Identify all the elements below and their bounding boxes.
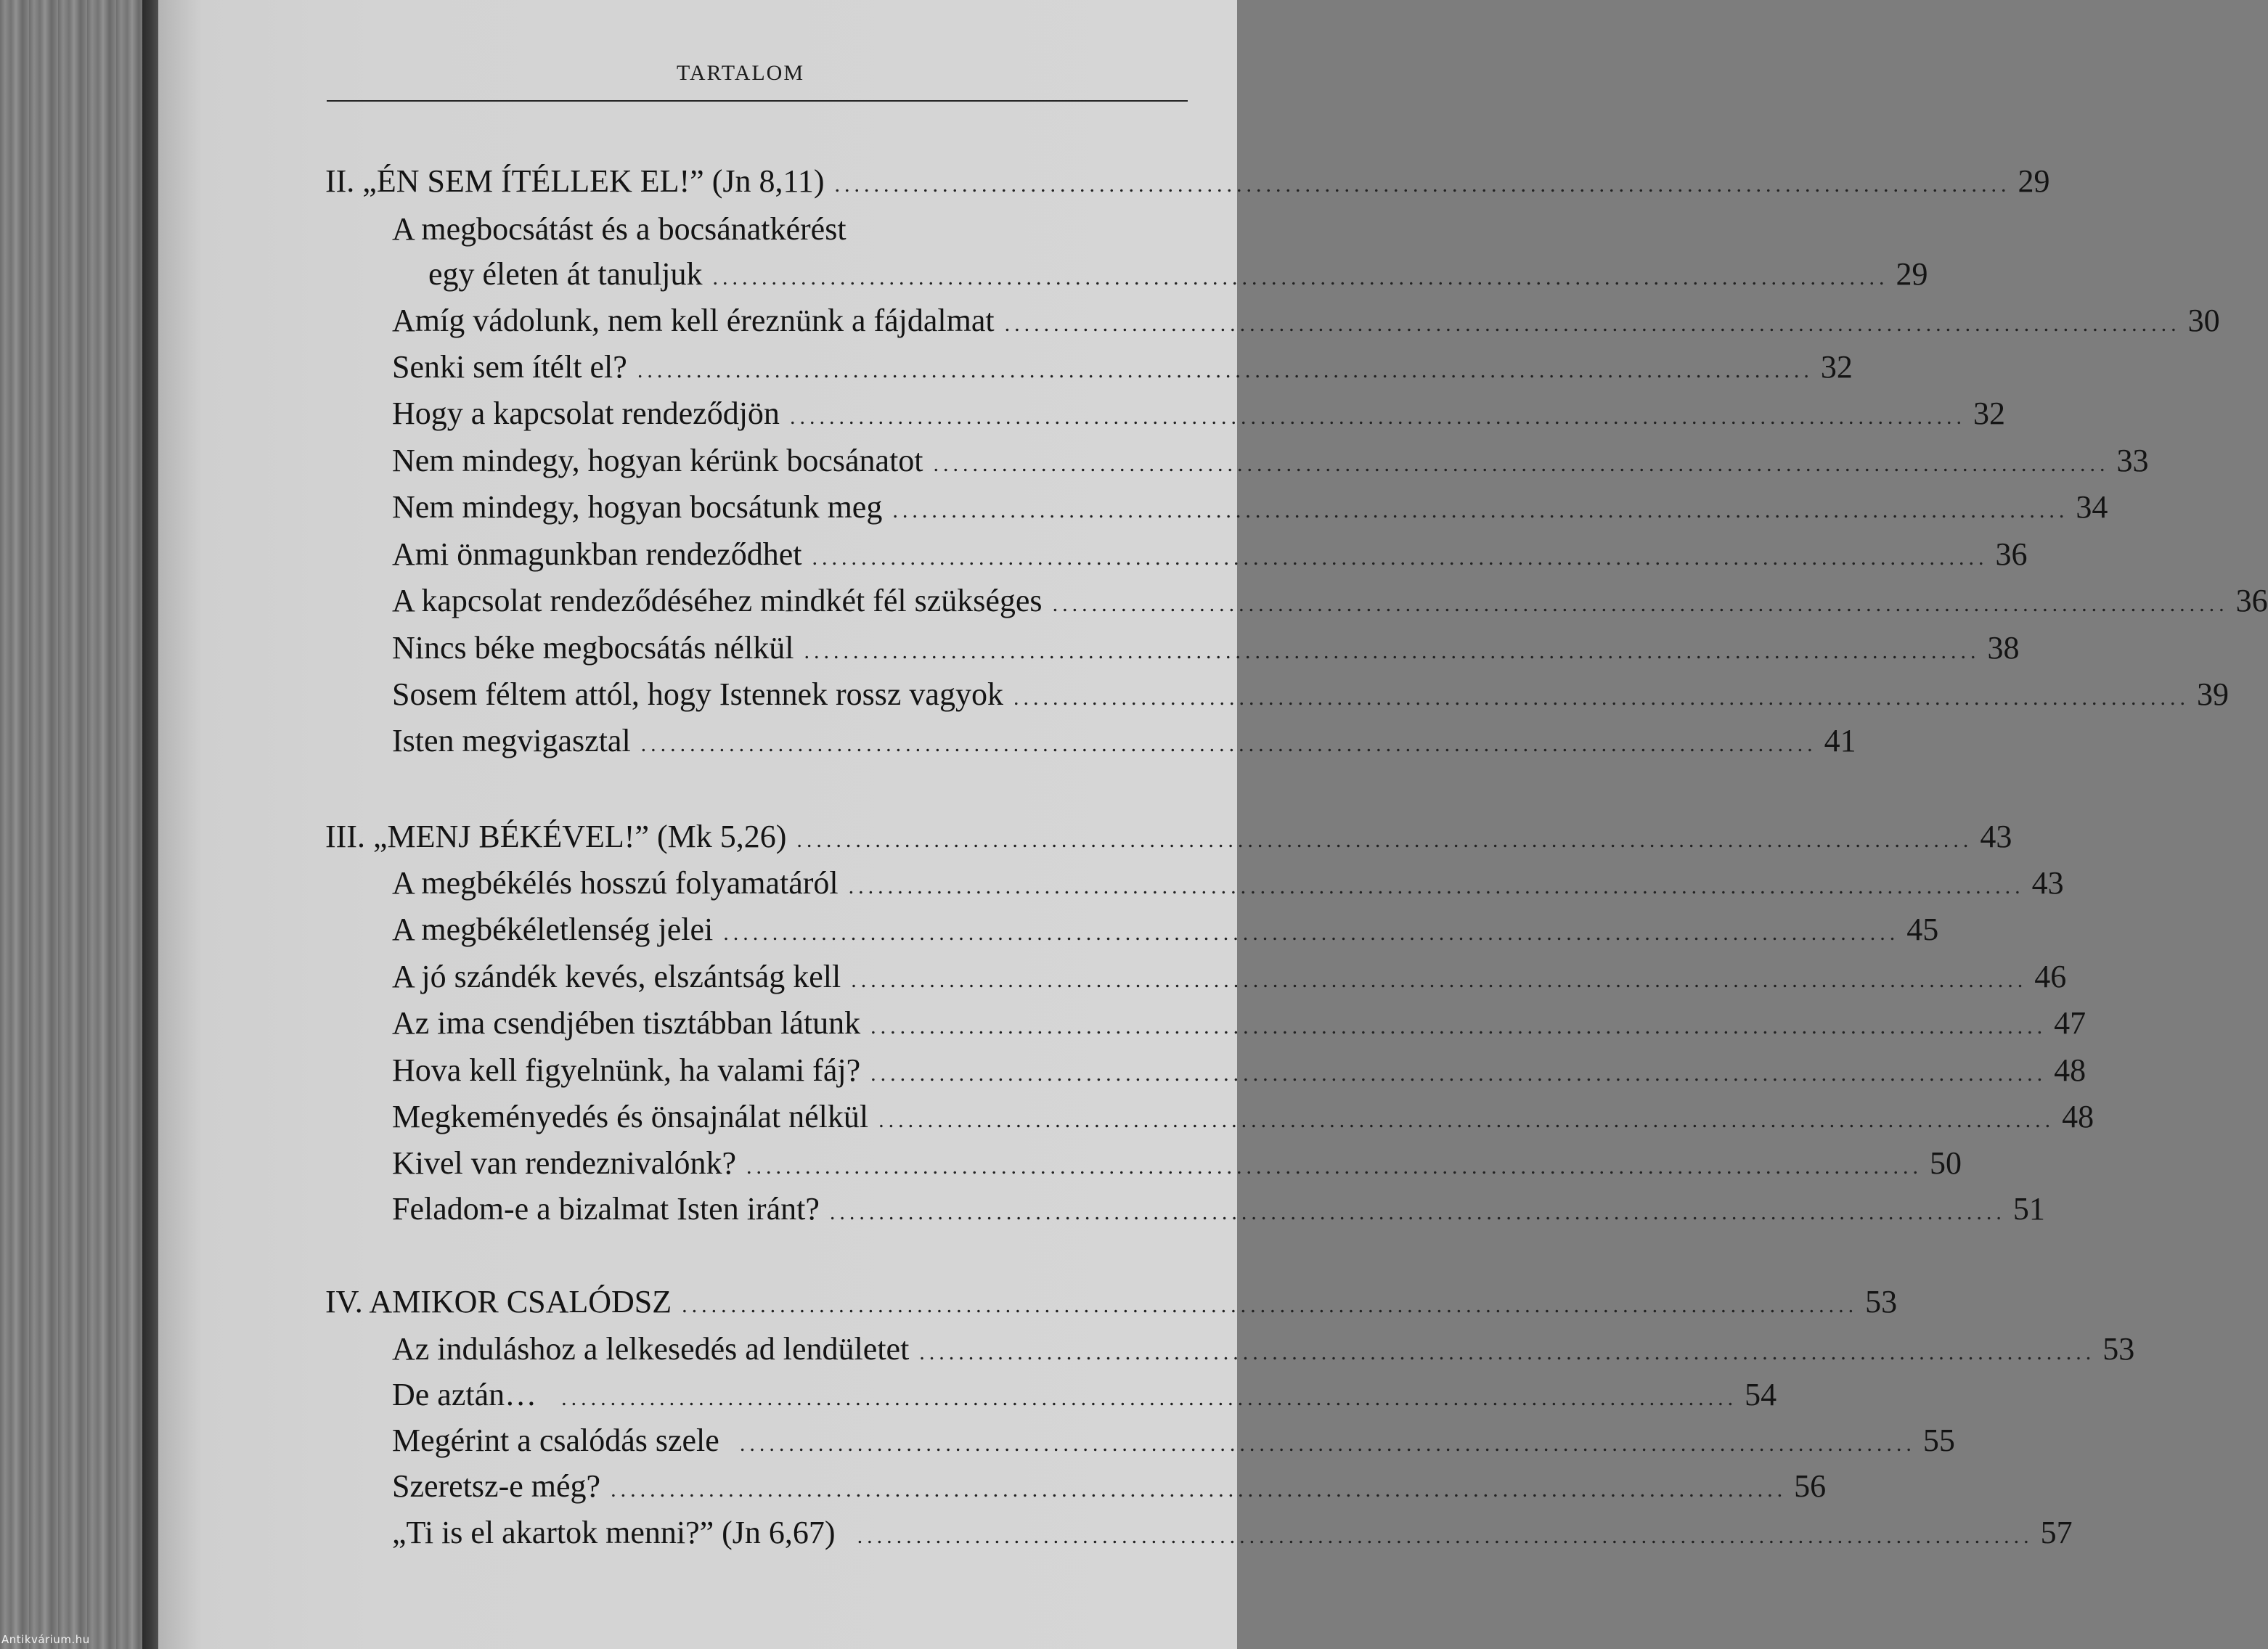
toc-entry-title: Nincs béke megbocsátás nélkül — [392, 630, 794, 666]
toc-entry-title: Ami önmagunkban rendeződhet — [392, 536, 802, 572]
toc-entry — [392, 1003, 2087, 1044]
toc-page-number: 47 — [2054, 1005, 2087, 1041]
toc-entry — [392, 1329, 2135, 1370]
dot-leader: ........................................................................................................................ — [848, 875, 2025, 899]
dot-leader: ........................................................................................................................ — [1004, 312, 2181, 336]
toc-page-number: 29 — [2018, 163, 2050, 199]
toc-entry — [392, 441, 2149, 481]
toc-page-number: 48 — [2054, 1052, 2087, 1088]
toc-page-number: 55 — [1922, 1423, 1955, 1458]
toc-entry-title: Hogy a kapcsolat rendeződjön — [392, 396, 780, 431]
toc-page-number: 43 — [1980, 819, 2012, 854]
toc-section-title: II. „ÉN SEM ÍTÉLLEK EL!” (Jn 8,11) — [325, 163, 825, 199]
toc-entry-title: Kivel van rendeznivalónk? — [392, 1145, 737, 1181]
toc-entry — [392, 628, 2020, 668]
toc-page-number: 50 — [1930, 1145, 1962, 1181]
toc-page-number: 36 — [2235, 583, 2268, 618]
toc-section-heading — [325, 161, 2050, 202]
toc-entry — [392, 863, 2064, 904]
toc-section-title: IV. AMIKOR CSALÓDSZ — [325, 1284, 672, 1319]
toc-entry-title: Sosem féltem attól, hogy Istennek rossz vagyok — [392, 676, 1003, 712]
dot-leader: ........................................................................................................................ — [611, 1478, 1787, 1502]
toc-entry — [392, 909, 1939, 950]
dot-leader: ........................................................................................................................ — [804, 639, 1981, 663]
dot-leader: ........................................................................................................................ — [682, 1293, 1859, 1317]
dot-leader: ........................................................................................................................ — [637, 359, 1814, 382]
dot-leader: ........................................................................................................................ — [878, 1108, 2055, 1132]
toc-page-number: 54 — [1745, 1377, 1777, 1412]
dot-leader: ........................................................................................................................ — [857, 1524, 2034, 1548]
toc-entry-title: egy életen át tanuljuk — [428, 256, 703, 292]
toc-entry-title-line1: A megbocsátást és a bocsánatkérést — [392, 211, 847, 247]
toc-entry — [392, 1050, 2087, 1091]
toc-page-number: 36 — [1995, 536, 2028, 572]
toc-entry — [392, 1375, 1777, 1415]
dot-leader: ........................................................................................................................ — [834, 173, 2011, 197]
dot-leader: ........................................................................................................................ — [712, 266, 1889, 290]
dot-leader: ........................................................................................................................ — [829, 1200, 2006, 1224]
toc-entry-title: Nem mindegy, hogyan kérünk bocsánatot — [392, 443, 923, 478]
toc-page-number: 41 — [1824, 723, 1856, 758]
toc-page-number: 34 — [2076, 489, 2108, 525]
dot-leader: ........................................................................................................................ — [1013, 686, 2190, 710]
toc-entry — [392, 300, 2220, 341]
toc-entry-title: Isten megvigasztal — [392, 723, 631, 758]
toc-entry — [392, 1097, 2094, 1137]
toc-entry-title: Megérint a csalódás szele — [392, 1423, 719, 1458]
dot-leader: ........................................................................................................................ — [723, 921, 1900, 945]
dot-leader: ........................................................................................................................ — [746, 1155, 1923, 1179]
toc-section-title: III. „MENJ BÉKÉVEL!” (Mk 5,26) — [325, 819, 787, 854]
toc-entry-title: Hova kell figyelnünk, ha valami fáj? — [392, 1052, 861, 1088]
toc-entry-title: Amíg vádolunk, nem kell éreznünk a fájdalmat — [392, 303, 995, 338]
dot-leader: ........................................................................................................................ — [851, 968, 2028, 992]
dot-leader: ........................................................................................................................ — [870, 1015, 2047, 1039]
toc-entry — [392, 721, 1856, 761]
toc-entry-title: „Ti is el akartok menni?” (Jn 6,67) — [392, 1515, 836, 1550]
toc-entry — [392, 487, 2108, 528]
dot-leader: ........................................................................................................................ — [640, 732, 1817, 756]
watermark: Antikvárium.hu — [1, 1633, 90, 1646]
dot-leader: ........................................................................................................................ — [1052, 592, 2229, 616]
running-head: TARTALOM — [676, 61, 805, 85]
toc-page-number: 32 — [1973, 396, 2005, 431]
toc-section-heading — [325, 817, 2012, 857]
toc-entry — [392, 1189, 2045, 1229]
dot-leader: ........................................................................................................................ — [789, 405, 1966, 429]
toc-entry — [392, 347, 1853, 388]
toc-page-number: 48 — [2062, 1099, 2094, 1134]
toc-entry — [392, 393, 2005, 434]
toc-page-number: 46 — [2034, 959, 2067, 994]
toc-page-number: 53 — [1865, 1284, 1898, 1319]
toc-page-number: 32 — [1820, 349, 1853, 385]
toc-entry — [428, 254, 1928, 295]
toc-entry-title: A megbékélés hosszú folyamatáról — [392, 865, 839, 901]
toc-entry-title: De aztán… — [392, 1377, 537, 1412]
toc-entry-title: Az induláshoz a lelkesedés ad lendületet — [392, 1331, 910, 1367]
dot-leader: ........................................................................................................................ — [933, 452, 2110, 476]
toc-page-number: 29 — [1896, 256, 1928, 292]
toc-entry-title: A megbékéletlenség jelei — [392, 912, 714, 947]
toc-entry — [392, 674, 2229, 715]
dot-leader: ........................................................................................................................ — [892, 499, 2069, 523]
toc-page-number: 43 — [2031, 865, 2064, 901]
toc-entry — [392, 1466, 1827, 1507]
toc-entry — [392, 534, 2028, 575]
toc-page-number: 45 — [1906, 912, 1939, 947]
toc-page-number: 38 — [1987, 630, 2020, 666]
toc-entry-title: Az ima csendjében tisztábban látunk — [392, 1005, 861, 1041]
toc-entry-title: Nem mindegy, hogyan bocsátunk meg — [392, 489, 883, 525]
dot-leader: ........................................................................................................................ — [812, 546, 1988, 570]
toc-page-number: 30 — [2187, 303, 2220, 338]
toc-entry — [392, 957, 2067, 997]
toc-entry-title: Megkeményedés és önsajnálat nélkül — [392, 1099, 869, 1134]
toc-page-number: 51 — [2012, 1191, 2045, 1227]
toc-entry-title: Szeretsz-e még? — [392, 1468, 601, 1504]
toc-page-number: 57 — [2040, 1515, 2073, 1550]
toc-entry — [392, 581, 2268, 621]
toc-section-heading — [325, 1282, 1898, 1322]
dot-leader: ........................................................................................................................ — [919, 1341, 2096, 1364]
toc-page-number: 39 — [2196, 676, 2229, 712]
toc-page-number: 56 — [1794, 1468, 1827, 1504]
dot-leader: ........................................................................................................................ — [739, 1432, 1916, 1456]
toc-entry-title: A jó szándék kevés, elszántság kell — [392, 959, 841, 994]
dot-leader: ........................................................................................................................ — [870, 1062, 2047, 1086]
dot-leader: ........................................................................................................................ — [796, 828, 1973, 852]
toc-entry-title: A kapcsolat rendeződéséhez mindkét fél szükséges — [392, 583, 1043, 618]
toc-entry-title: Feladom-e a bizalmat Isten iránt? — [392, 1191, 820, 1227]
toc-entry-title: Senki sem ítélt el? — [392, 349, 627, 385]
toc-entry — [392, 1143, 1962, 1184]
toc-page-number: 33 — [2116, 443, 2149, 478]
toc-entry — [392, 1513, 2073, 1553]
dot-leader: ........................................................................................................................ — [561, 1386, 1738, 1410]
toc-entry — [392, 1420, 1955, 1461]
toc-page-number: 53 — [2102, 1331, 2135, 1367]
